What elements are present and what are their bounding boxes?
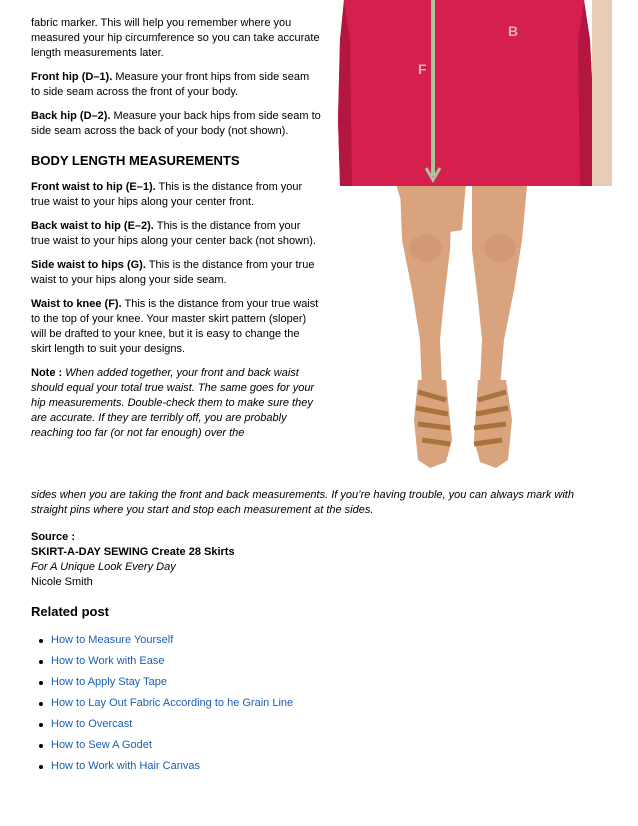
- related-list: [31, 630, 611, 777]
- bullet-icon: [39, 765, 43, 769]
- marker-b: B: [508, 23, 519, 39]
- note-paragraph: [31, 366, 321, 441]
- length-item: [31, 258, 321, 288]
- skirt: [338, 0, 594, 186]
- background-edge: [592, 0, 612, 186]
- right-knee: [484, 234, 516, 262]
- bullet-icon: [39, 681, 43, 685]
- skirt-measurement-photo: [322, 0, 612, 492]
- length-item-label: Back waist to hip (E–2).: [31, 220, 154, 232]
- source-subtitle: For A Unique Look Every Day: [31, 561, 176, 573]
- source-block: [31, 530, 611, 590]
- source-author: Nicole Smith: [31, 576, 93, 588]
- marker-f: F: [418, 61, 427, 77]
- left-knee: [410, 234, 442, 262]
- related-heading: Related post: [31, 604, 110, 619]
- list-item: [31, 735, 611, 756]
- length-item-text: This is the distance from your true waist to the top of your knee. Your master skirt pattern (sloper) will be drafted to your knee, but it is easy to change the skirt length to suit your designs.: [31, 298, 319, 355]
- back-hip-text: Measure your back hips from side seam to side seam across the back of your body (not shown).: [31, 110, 321, 137]
- length-item: [31, 297, 321, 357]
- length-item-label: Waist to knee (F).: [31, 298, 122, 310]
- length-item-text: This is the distance from your true waist to your hips along your side seam.: [31, 259, 315, 286]
- skirt-shadow: [578, 0, 594, 186]
- length-item: [31, 219, 321, 249]
- related-link[interactable]: How to Overcast: [51, 718, 133, 730]
- back-hip-label: Back hip (D–2).: [31, 110, 111, 122]
- related-link[interactable]: How to Work with Ease: [51, 655, 165, 667]
- text-column: [31, 16, 321, 441]
- front-hip-paragraph: [31, 70, 321, 100]
- left-leg: [400, 186, 452, 392]
- related-link[interactable]: How to Measure Yourself: [51, 634, 174, 646]
- note-label: Note :: [31, 367, 66, 379]
- back-hip-paragraph: [31, 109, 321, 139]
- list-item: [31, 630, 611, 651]
- intro-paragraph: fabric marker. This will help you remember where you measured your hip circumference so you can take accurate length measurements later.: [31, 17, 320, 59]
- note-continuation: sides when you are taking the front and back measurements. If you’re having trouble, you can always mark with straight pins where you start and stop each measurement at the sides.: [31, 489, 574, 516]
- list-item: [31, 672, 611, 693]
- related-link[interactable]: How to Apply Stay Tape: [51, 676, 167, 688]
- related-link[interactable]: How to Work with Hair Canvas: [51, 760, 200, 772]
- bullet-icon: [39, 660, 43, 664]
- length-item-text: This is the distance from your true waist to your hips along your center front.: [31, 181, 303, 208]
- related-link[interactable]: How to Sew A Godet: [51, 739, 152, 751]
- note-text: When added together, your front and back waist should equal your total true waist. The same goes for your hip measurements. Double-check them to make sure they are accurate. If they are terribly off, you are probably reaching too far (or not far enough) over the: [31, 367, 315, 439]
- related-link[interactable]: How to Lay Out Fabric According to he Grain Line: [51, 697, 294, 709]
- front-hip-text: Measure your front hips from side seam to side seam across the front of your body.: [31, 71, 310, 98]
- right-leg: [472, 186, 527, 392]
- list-item: [31, 756, 611, 777]
- list-item: [31, 714, 611, 735]
- length-item-text: This is the distance from your true waist to your hips along your center back (not shown).: [31, 220, 316, 247]
- source-title: SKIRT-A-DAY SEWING Create 28 Skirts: [31, 546, 235, 558]
- list-item: [31, 693, 611, 714]
- source-label: Source :: [31, 531, 76, 543]
- bullet-icon: [39, 702, 43, 706]
- length-item: [31, 180, 321, 210]
- bullet-icon: [39, 639, 43, 643]
- bullet-icon: [39, 744, 43, 748]
- list-item: [31, 651, 611, 672]
- section-heading: BODY LENGTH MEASUREMENTS: [31, 153, 240, 168]
- length-item-label: Side waist to hips (G).: [31, 259, 146, 271]
- front-hip-label: Front hip (D–1).: [31, 71, 113, 83]
- length-item-label: Front waist to hip (E–1).: [31, 181, 156, 193]
- bullet-icon: [39, 723, 43, 727]
